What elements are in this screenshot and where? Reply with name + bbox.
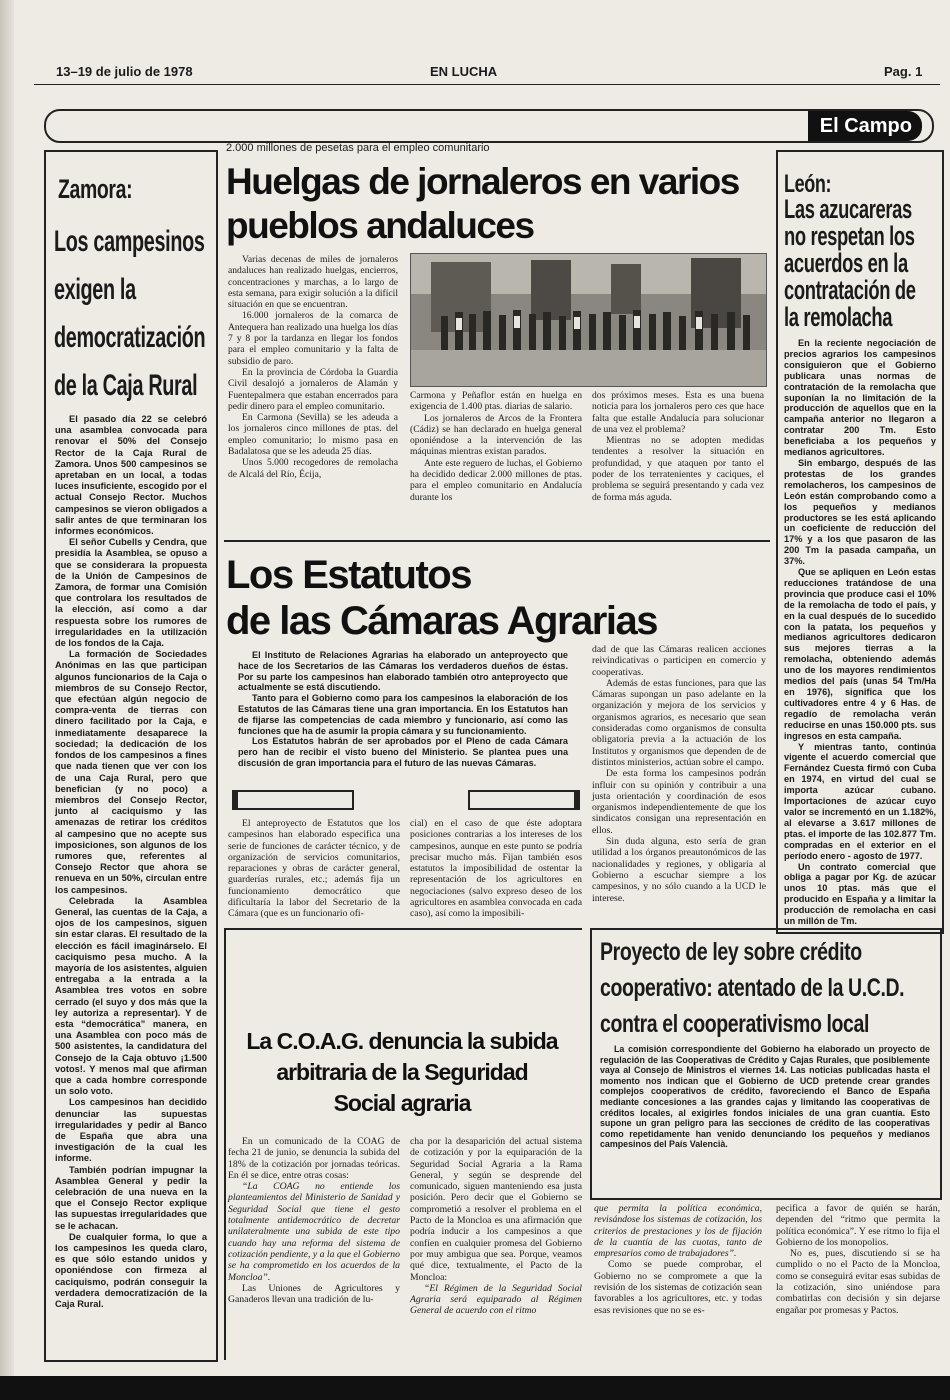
zamora-headline-line-3: democratización xyxy=(54,321,206,354)
news-photo-jornaleros xyxy=(410,253,767,387)
zamora-paragraph: De cualquier forma, lo que a los campesinos les queda claro, es que sólo estando unidos y oponiéndose con firmeza al caciquismo, podrán conseguir la verdadera democratización de la Caja Rural. xyxy=(55,1231,207,1310)
estatutos-intro xyxy=(238,650,568,769)
huelgas-paragraph: Mientras no se adopten medidas tendentes a resolver la situación en profundidad, y que ataquen por tanto el poder de los terratenientes y caciques, el problema se seguirá presentando y cada vez de forma más aguda. xyxy=(592,435,764,503)
coag-quote: “La COAG no entiende los planteamientos del Ministerio de Sanidad y Seguridad Social que tiene el gesto totalmente antidemocrático de decretar unilateralmente una subida de este tipo cuando hay una reforma del sistema de cotización pendiente, y a la que el Gobierno se ha comprometido en los acuerdos de la Moncloa”. xyxy=(228,1181,400,1283)
zamora-paragraph: También podrían impugnar la Asamblea General y pedir la celebración de una nueva en la que el Consejo Rector explique las supuestas irregularidades que se le achacan. xyxy=(55,1164,207,1231)
proyecto-headline-line-3: contra el cooperativismo local xyxy=(600,1010,869,1038)
zamora-headline-line-1: Los campesinos xyxy=(54,225,205,258)
leon-kicker: León: xyxy=(784,170,832,198)
estatutos-paragraph: dad de que las Cámaras realicen acciones reivindicativas o participen en comercio y cooperativas. xyxy=(592,644,766,678)
proyecto-paragraph: No es, pues, discutiendo si se ha cumplido o no el Pacto de la Moncloa, como se conseguirá evitar esas subidas de la cotización, sino uniéndose para combatirlas con decisión y sin dejarse engañar por promesas y Pactos. xyxy=(776,1248,940,1316)
estatutos-paragraph: El anteproyecto de Estatutos que los campesinos han elaborado especifica una serie de funciones de carácter técnico, y de organización de servicios comunitarios, reparaciones y obras de carácter general, guarderías rurales, etc.; además fija un funcionamiento democrático que dificultaría la labor del Secretario de la Cámara (que es un funcionario ofi- xyxy=(228,818,400,920)
leon-paragraph: Que se apliquen en León estas reducciones tratándose de una provincia que produce casi el 10% de la remolacha de todo el país, y en la cual después de lo sucedido con la patata, los pequeños y medianos agricultores dedicaron sus mejores tierras a la remolacha, obteniendo además uno de los mayores rendimientos medios del país (unas 54 Tm/Ha en 1976), significa que los cultivadores entre 4 y 6 Has. de regadío de remolacha verán reducirse en unas 150.000 pts. sus ingresos en esta campaña. xyxy=(784,567,936,741)
estatutos-intro-paragraph: Los Estatutos habrán de ser aprobados por el Pleno de cada Cámara pero han de recibir el visto bueno del Ministerio. Se plantea pues una discusión de gran importancia para el futuro de las nuevas Cámaras. xyxy=(238,736,568,768)
coag-col-2 xyxy=(410,1136,582,1317)
leon-headline-line-1: Las azucareras xyxy=(784,194,912,224)
coag-paragraph: Las Uniones de Agricultores y Ganaderos llevan una tradición de lu- xyxy=(228,1282,400,1306)
estatutos-divider-bar-right xyxy=(468,790,580,810)
coag-headline-line-1: La C.O.A.G. denuncia la subida xyxy=(246,1028,558,1054)
zamora-paragraph: Celebrada la Asamblea General, las cuentas de la Caja, a ojos de los campesinos, siguen sin estar claras. El resultado de la elección es fácil imaginárselo. El caciquismo pesa mucho. A la mayoría de los asistentes, alguien entregaba a la entrada a la Asamblea tres votos en sobre cerrado (el suyo y dos más que la ley autoriza a representar). Y de esta “democrática” manera, en una Asamblea con poco más de 500 asistentes, la candidatura del Consejo de la Caja obtuvo ¡1.500 votos!. Y menos mal que afirman que a cada hombre corresponde un solo voto. xyxy=(55,895,207,1097)
section-label: El Campo xyxy=(808,111,922,141)
coag-headline xyxy=(232,1026,572,1119)
scan-bottom-edge xyxy=(0,1376,950,1400)
huelgas-headline-line-2: pueblos andaluces xyxy=(226,205,534,246)
huelgas-col-1 xyxy=(228,254,398,480)
huelgas-col-3 xyxy=(592,390,764,503)
zamora-paragraph: El señor Cubells y Cendra, que presidía la Asamblea, se opuso a que se considerara la propuesta de la Unión de Campesinos de Zamora, de formar una Comisión que controlara los resultados de la elección, así como a dar respuesta sobre los rumores de irregularidades en la utilización de los fondos de la Caja. xyxy=(55,537,207,649)
leon-paragraph: Un contrato comercial que obliga a pagar por Kg. de azúcar unos 10 ptas. más que el producido en España y a limitar la producción de remolacha en casi un millón de Tm. xyxy=(784,861,936,927)
zamora-paragraph: El pasado día 22 se celebró una asamblea convocada para renovar el 50% del Consejo Rector de la Caja Rural de Zamora. Unos 500 campesinos se apretaban en un local, a todas luces insuficiente, escogido por el actual Consejo Rector. Muchos campesinos se vieron obligados a salir antes de que terminaran los informes económicos. xyxy=(55,414,207,537)
estatutos-headline-line-1: Los Estatutos xyxy=(226,553,471,597)
leon-headline-line-5: la remolacha xyxy=(784,302,893,332)
estatutos-paragraph: De esta forma los campesinos podrán influir con su opinión y contribuir a una justa orientación y coordinación de esos organismos independientemente de que los sindicatos consigan una representación en ellos. xyxy=(592,768,766,836)
huelgas-paragraph: En la provincia de Córdoba la Guardia Civil desalojó a jornaleros de Alamán y Fuentepalmera que estaban encerrados para pedir dinero para el empleo comunitario. xyxy=(228,366,398,412)
leon-headline xyxy=(784,196,950,331)
leon-paragraph: Y mientras tanto, continúa vigente el acuerdo comercial que Fernández Cuesta firmó con Cuba en 1974, en virtud del cual se importa azúcar cubano. Importaciones de azúcar cuyo valor se incrementó en un 1.182%, al elevarse a 3.617 millones de ptas. el importe de las 102.877 Tm. compradas en el exterior en el período enero - agosto de 1977. xyxy=(784,741,936,861)
huelgas-paragraph: En Carmona (Sevilla) se les adeuda a los jornaleros cinco millones de ptas. del empleo comunitario; lo mismo pasa en Badalatosa que se les adeuda 25 días. xyxy=(228,412,398,458)
huelgas-col-2 xyxy=(410,390,582,503)
huelgas-kicker: 2.000 millones de pesetas para el empleo comunitario xyxy=(226,142,490,154)
coag-paragraph: En un comunicado de la COAG de fecha 21 de junio, se denuncia la subida del 18% de la cotización por jornadas teóricas. En él se dice, entre otras cosas: xyxy=(228,1136,400,1181)
estatutos-divider-bar-left xyxy=(232,790,354,810)
huelgas-paragraph: Ante este reguero de luchas, el Gobierno ha decidido dedicar 2.000 millones de ptas. para el empleo comunitario en Andalucía durante los xyxy=(410,457,582,503)
coag-headline-line-2: arbitraria de la Seguridad xyxy=(276,1059,528,1085)
huelgas-paragraph: Unos 5.000 recogedores de remolacha de Alcalá del Río, Écija, xyxy=(228,457,398,480)
coag-paragraph: cha por la desaparición del actual sistema de cotización y por la equiparación de la Seguridad Social Agraria a la Rama General, y según se desprende del comunicado, siguen manteniendo esa justa posición. Pero decir que el Gobierno se comprometió a resolver el problema en el Pacto de la Moncloa es una afirmación que podría inducir a los campesinos a que confíen en cualquier promesa del Gobierno por muy ambigua que sea. Porque, veamos qué dice, textualmente, el Pacto de la Moncloa: xyxy=(410,1136,582,1283)
estatutos-headline xyxy=(226,552,657,644)
section-banner xyxy=(44,109,934,143)
issue-date: 13–19 de julio de 1978 xyxy=(56,64,193,79)
proyecto-intro-paragraph: La comisión correspondiente del Gobierno ha elaborado un proyecto de regulación de las Cooperativas de Crédito y Cajas Rurales, que posiblemente vaya al Consejo de Ministros el viernes 14. Las noticias publicadas hasta el momento nos indican que el Gobierno de UCD pretende crear grandes complejos cooperativos de crédito, favoreciendo el Banco de España mediante concesiones a las grandes cajas y limitando las cooperativas de créditos locales, al exigirles fondos iniciales de una gran cuantía. Esto supone un gran peligro para las secciones de crédito de las cooperativas como repetidamente han venido denunciando los pequeños y medianos campesinos del País Valencià. xyxy=(600,1044,930,1150)
leon-article xyxy=(776,150,944,934)
huelgas-headline-line-1: Huelgas de jornaleros en varios xyxy=(226,161,739,202)
proyecto-paragraph: Como se puede comprobar, el Gobierno no se compromete a que la revisión de los sistemas de cotización sean favorables a los agricultores, etc. y todas esas revisiones que no se es- xyxy=(594,1259,762,1316)
zamora-body xyxy=(55,414,207,1310)
huelgas-paragraph: dos próximos meses. Esta es una buena noticia para los jornaleros pero ces que hace falta que estalle Andalucía para solucionar de una vez el problema? xyxy=(592,390,764,435)
estatutos-col-2 xyxy=(410,818,582,920)
leon-headline-line-4: contratación de xyxy=(784,275,916,305)
publication-name: EN LUCHA xyxy=(430,64,498,79)
proyecto-headline xyxy=(600,934,950,1042)
huelgas-paragraph: Varias decenas de miles de jornaleros andaluces han realizado huelgas, encierros, concentraciones y marchas, a lo largo de esta semana, para exigir solución a la difícil situación en que se encuentran. xyxy=(228,254,398,311)
proyecto-headline-line-2: cooperativo: atentado de la U.C.D. xyxy=(600,974,905,1002)
coag-col-1 xyxy=(228,1136,400,1305)
estatutos-col-1 xyxy=(228,818,400,920)
proyecto-paragraph: pecifica a favor de quién se harán, dependen del “ritmo que permita la política económica”. Y ese ritmo lo fija el Gobierno de los monopolios. xyxy=(776,1203,940,1248)
estatutos-intro-paragraph: El Instituto de Relaciones Agrarias ha elaborado un anteproyecto que hace de los Secretarios de las Cámaras los verdaderos dueños de éstas. Por su parte los campesinos han elaborado también otro anteproyecto que actualmente se está discutiendo. xyxy=(238,650,568,693)
leon-headline-line-2: no respetan los xyxy=(784,221,915,251)
proyecto-col-1 xyxy=(594,1203,762,1316)
coag-quote: “El Régimen de la Seguridad Social Agraria será equiparado al Régimen General de acuerdo con el ritmo xyxy=(410,1282,582,1317)
zamora-headline-line-4: de la Caja Rural xyxy=(54,369,198,402)
proyecto-col-2 xyxy=(776,1203,940,1316)
zamora-paragraph: Los campesinos han decidido denunciar las supuestas irregularidades y pedir al Banco de España que abra una investigación de la cual les informe. xyxy=(55,1097,207,1164)
huelgas-paragraph: Carmona y Peñaflor están en huelga en exigencia de 1.400 ptas. diarias de salario. xyxy=(410,390,582,413)
zamora-kicker: Zamora: xyxy=(58,174,133,204)
proyecto-quote: que permita la política económica, revisándose los sistemas de cotización, los criterios de prestaciones y los de fijación de la cuantía de las cuotas, tanto de empresarios como de trabajadores”. xyxy=(594,1203,762,1260)
estatutos-col-3 xyxy=(592,644,766,904)
estatutos-paragraph: Además de estas funciones, para que las Cámaras supongan un paso adelante en la organización y mejora de los servicios y organismos agrarios, es necesario que sean consideradas como organismos de consulta obligatoria previa a la actuación de los Institutos y organismos que dependen de de distintos ministerios, actúan sobre el campo. xyxy=(592,677,766,768)
leon-body xyxy=(784,338,936,927)
photo-crowd-illustration xyxy=(411,254,766,386)
page-number: Pag. 1 xyxy=(884,64,923,79)
leon-paragraph: Sin embargo, después de las protestas de los grandes remolacheros, los campesinos de León están comprobando como a los pequeños y medianos productores se les está aplicando un coeficiente de reducción del 17% y a los que pasaron de las 200 Tm la pasada campaña, un 37%. xyxy=(784,457,936,567)
leon-paragraph: En la reciente negociación de precios agrarios los campesinos consiguieron que el Gobierno publicara unas normas de contratación de la remolacha que suponían la no limitación de la producción de aquellos que en la campaña anterior no llegaron a contratar 200 Tm. Esto beneficiaba a los pequeños y medianos agricultores. xyxy=(784,338,936,458)
huelgas-paragraph: Los jornaleros de Arcos de la Frontera (Cádiz) se han declarado en huelga general oponiéndose a la intervención de las máquinas mientras existan parados. xyxy=(410,412,582,458)
estatutos-paragraph: Sin duda alguna, esto sería de gran utilidad a los órganos preautonómicos de las nacionalidades y regiones, y obligaría al Gobierno a escuchar siempre a los campesinos, y no sólo cuando a la UCD le interese. xyxy=(592,836,766,904)
zamora-article xyxy=(44,150,218,1362)
zamora-paragraph: La formación de Sociedades Anónimas en las que participan algunos funcionarios de la Caja o miembros de su Consejo Rector, que efectúan algún negocio de compra-venta de tierras con dinero facilitado por la Caja, e inmediatamente desaparece la sociedad; la dedicación de los fondos de los campesinos a fines que nada tienen que ver con los de una Caja Rural, pero que benefician (y no poco) a miembros del Consejo Rector, junto al caciquismo y las amenazas de retirar los créditos al campesino que no acepte sus imposiciones, son algunos de los rumores que, referentes al Consejo Rector que ahora se renueva en un 50%, circulan entre los campesinos. xyxy=(55,649,207,895)
estatutos-intro-paragraph: Tanto para el Gobierno como para los campesinos la elaboración de los Estatutos de las Cámaras tiene una gran importancia. En los Estatutos han de fijarse las competencias de cada miembro y funcionario, así como las funciones que ha de asumir la propia cámara y su funcionamiento. xyxy=(238,693,568,736)
coag-headline-line-3: Social agraria xyxy=(333,1090,471,1116)
leon-headline-line-3: acuerdos en la xyxy=(784,248,908,278)
huelgas-headline xyxy=(226,160,739,248)
proyecto-headline-line-1: Proyecto de ley sobre crédito xyxy=(600,938,862,966)
proyecto-article xyxy=(590,928,942,1200)
page-binding-edge xyxy=(0,0,14,1400)
estatutos-headline-line-2: de las Cámaras Agrarias xyxy=(226,599,657,643)
proyecto-intro xyxy=(600,1044,930,1150)
huelgas-paragraph: 16.000 jornaleros de la comarca de Antequera han realizado una huelga los días 7 y 8 por la tardanza en llegar los fondos para el empleo comunitario y la falta de subsidio de paro. xyxy=(228,310,398,367)
header-rule xyxy=(34,84,940,85)
estatutos-intro-box xyxy=(226,640,578,782)
zamora-headline-line-2: exigen la xyxy=(54,273,136,306)
estatutos-paragraph: cial) en el caso de que éste adoptara posiciones contrarias a los intereses de los campesinos, aunque en este punto se podría precisar mucho más. Fijan también esos estatutos la imposibilidad de ostentar la representación de los agricultores en negociaciones (salvo expreso deseo de los agricultores en asamblea convocada en cada caso), así como la imposibili- xyxy=(410,818,582,920)
